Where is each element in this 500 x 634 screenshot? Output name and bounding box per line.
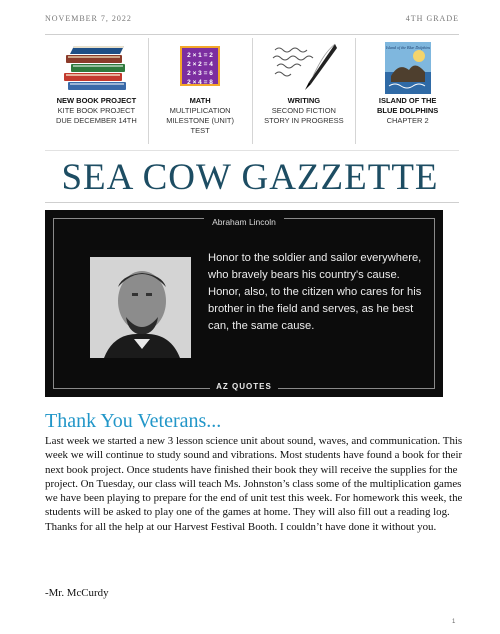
article-heading: Thank You Veterans... [45,410,222,432]
column-math [148,38,252,144]
cover-title: Island of the Blue Dolphins [385,45,430,50]
quote-brand-logo [45,382,443,391]
column-line: CHAPTER 2 [386,116,429,125]
column-title: WRITING [287,96,321,105]
page-number: 1 [452,619,456,625]
quote-author [45,217,443,227]
column-line: STORY IN PROGRESS [264,116,344,125]
column-line: MULTIPLICATION [169,106,231,115]
divider [45,34,459,35]
tile-text: 2 × 4 = 8 [187,79,213,86]
divider [45,202,459,203]
brand-text: AZ QUOTES [210,382,278,391]
column-title: MATH [189,96,211,105]
book-stack-icon [60,42,132,94]
tile-text: 2 × 1 = 2 [187,52,213,59]
header-meta [45,14,459,23]
lincoln-portrait-icon [90,257,191,358]
column-line: KITE BOOK PROJECT [57,106,136,115]
column-line: DUE DECEMBER 14TH [55,116,137,125]
column-island-blue-dolphins [355,38,459,144]
grade-label: 4TH GRADE [405,14,459,23]
tile-text: 2 × 3 = 6 [187,70,213,77]
column-writing [252,38,356,144]
column-line: SECOND FICTION [271,106,336,115]
multiplication-tiles-icon [180,46,220,86]
issue-date: NOVEMBER 7, 2022 [45,14,132,23]
tile-text: 2 × 2 = 4 [187,61,213,68]
book-cover-icon [385,42,431,94]
quill-pen-icon [269,42,339,94]
column-title: ISLAND OF THE BLUE DOLPHINS [376,96,439,115]
divider [45,150,459,151]
subject-strip [45,38,459,144]
column-line: MILESTONE (UNIT) [166,116,235,125]
column-line: TEST [190,126,210,135]
article-body: Last week we started a new 3 lesson science unit about sound, waves, and communication. This week we will continue to study sound and vibrations. Most students have found a book for their next book project. Once students have finished their book they will receive the supplies for the project. On Tuesday, our class will teach Ms. Johnston’s class some of the multiplication games we have been playing to prepare for the end of unit test this week. For homework this week, the students will be asked to play one of the games at home. They will also fill out a reading log. Thanks for all the help at our Harvest Festival Booth. I couldn’t have done it without you. [45,435,463,533]
article-signature: -Mr. McCurdy [45,587,109,599]
quote-author-text: Abraham Lincoln [204,217,284,227]
quote-text: Honor to the soldier and sailor everywhere, who bravely bears his country's cause. Honor, also, to the citizen who cares for his brother in the field and serves, as he best can, the same cause. [208,252,422,332]
quote-image [45,210,443,397]
column-new-book-project [45,38,148,144]
masthead-title: SEA COW GAZZETTE [61,157,439,198]
column-title: NEW BOOK PROJECT [56,96,137,105]
